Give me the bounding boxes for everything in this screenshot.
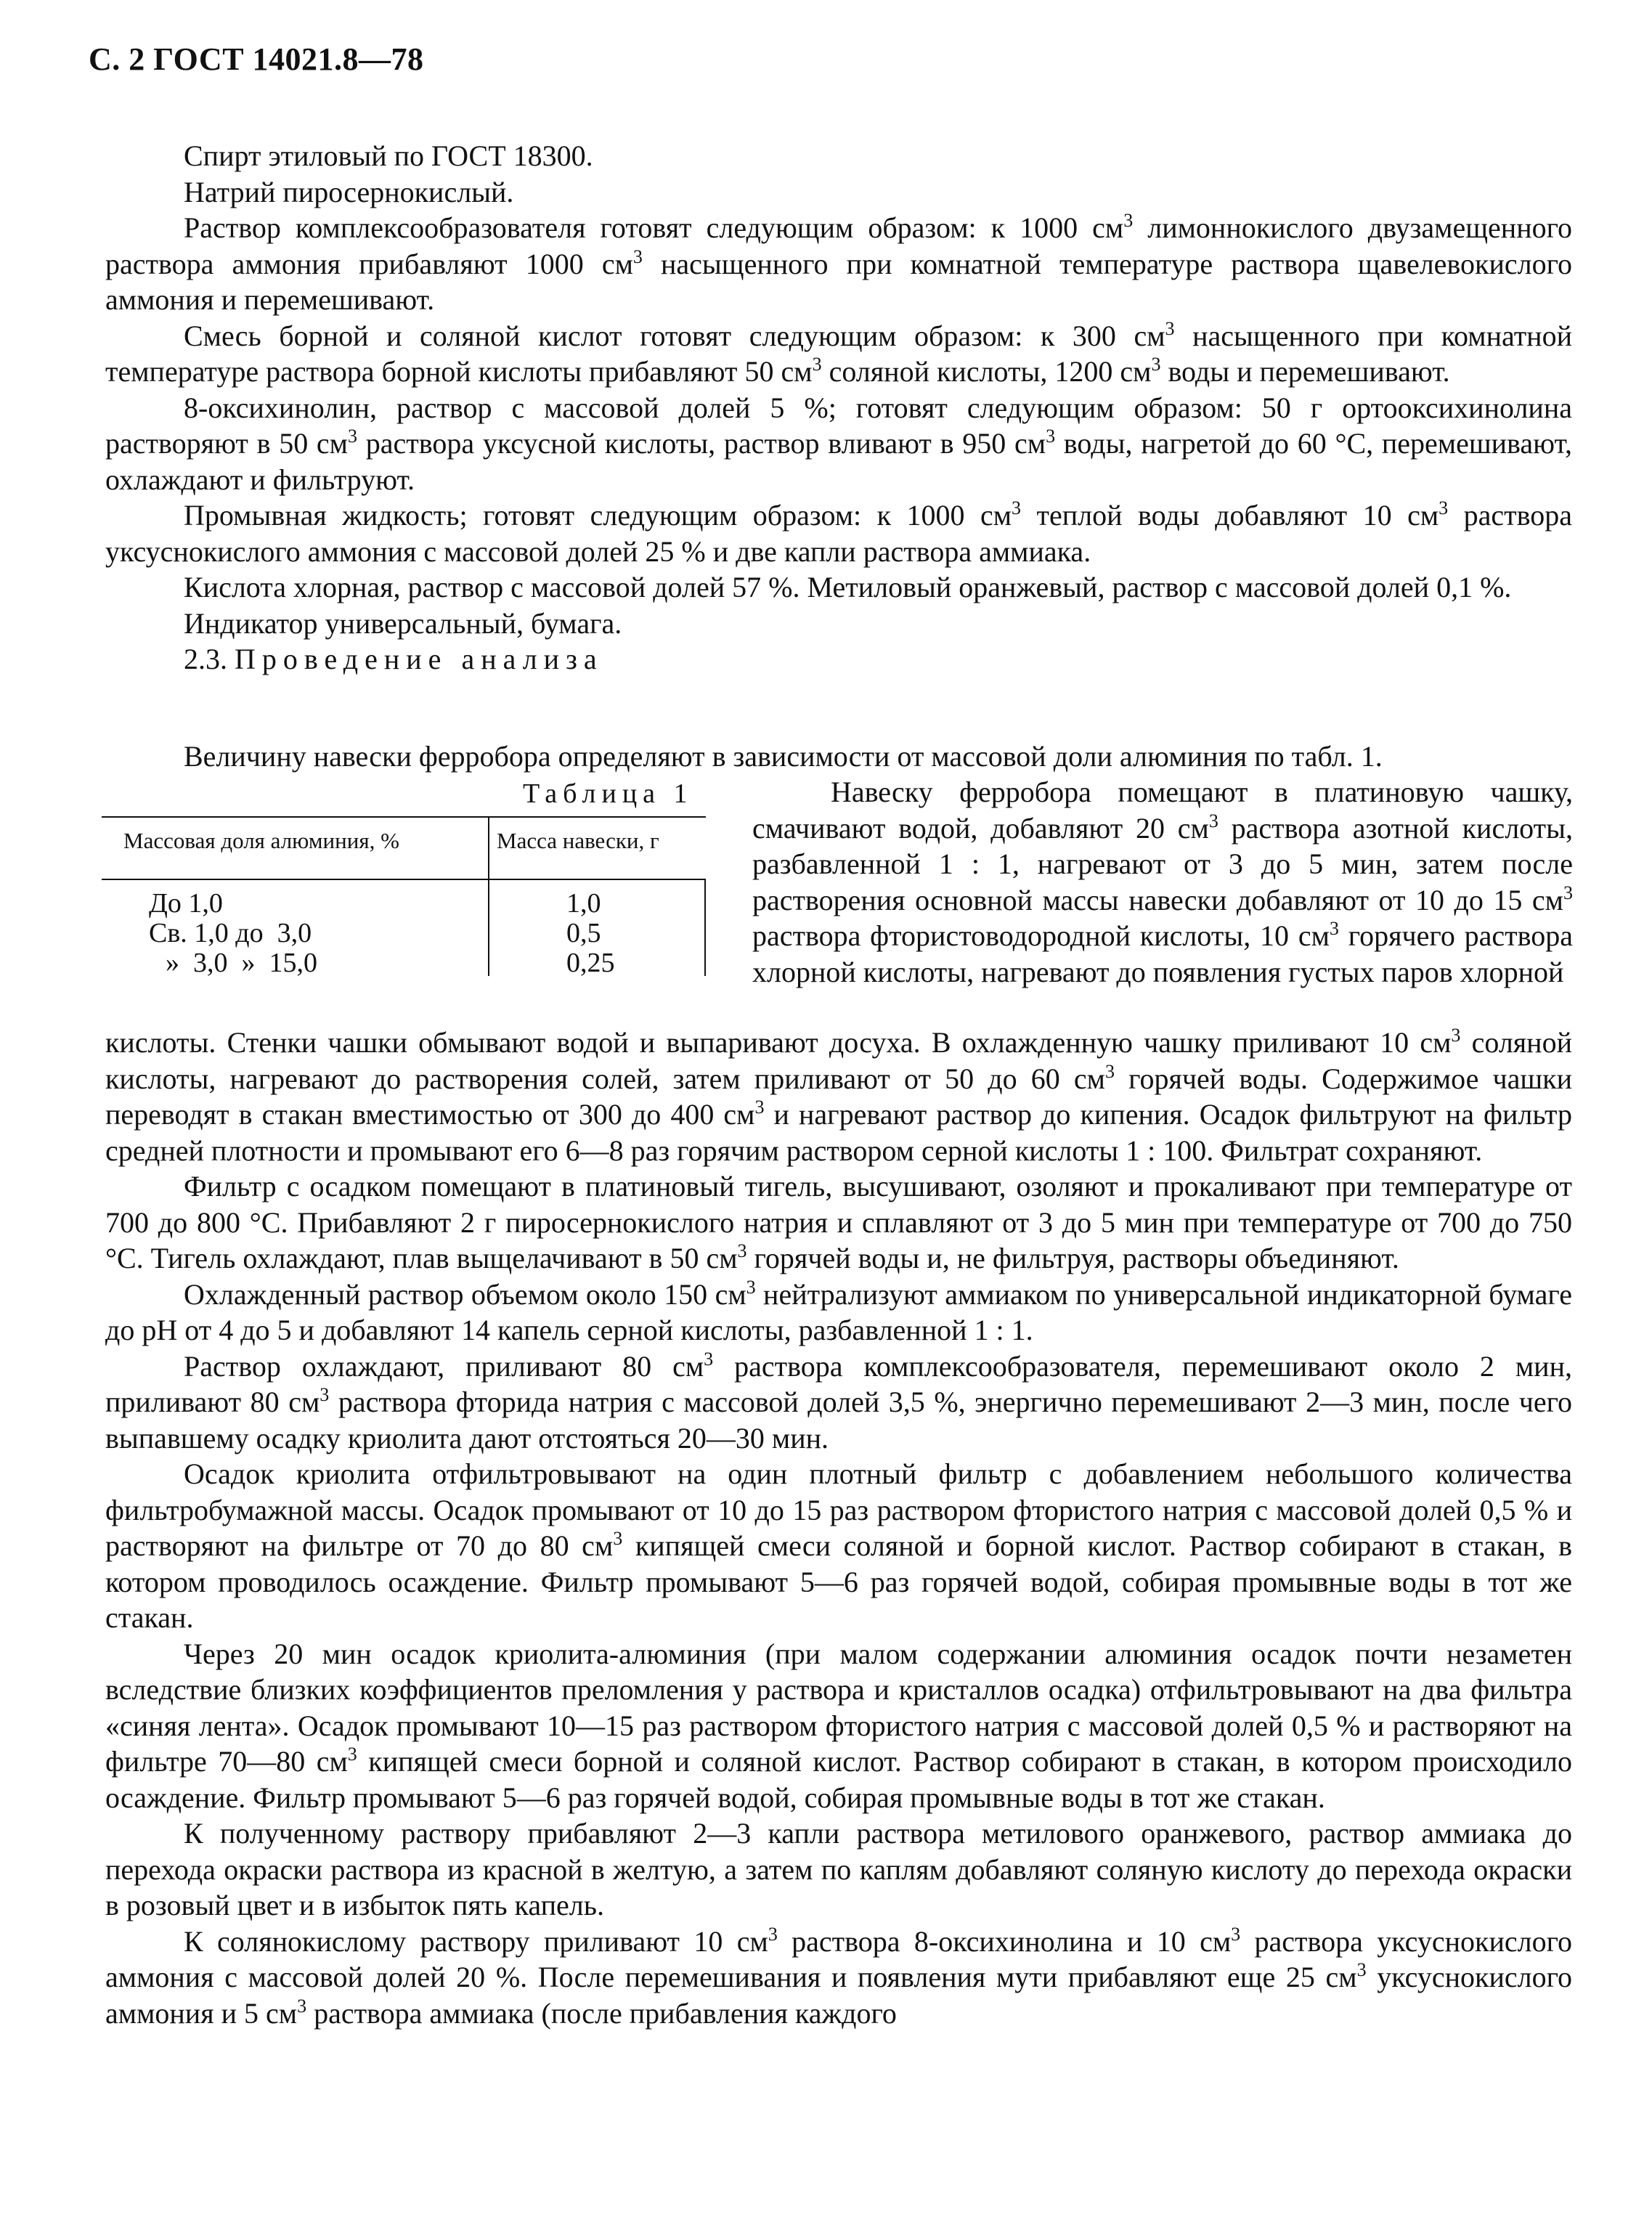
superscript: 3: [1208, 810, 1218, 831]
text-run: К солянокислому раствору приливают 10 см: [184, 1924, 768, 1958]
superscript: 3: [1046, 426, 1056, 447]
superscript: 3: [1012, 497, 1022, 518]
table-header-rule: [102, 879, 706, 880]
paragraph: [105, 1025, 1572, 1168]
paragraph: [105, 1168, 1572, 1277]
table-cell: До 1,0: [149, 888, 223, 919]
table-cell: 0,5: [566, 918, 601, 948]
superscript: 3: [1231, 1923, 1241, 1945]
table-cell: Св. 1,0 до 3,0: [149, 918, 312, 948]
text-run: воды и перемешивают.: [1160, 355, 1450, 388]
superscript: 3: [812, 354, 822, 375]
superscript: 3: [704, 1348, 714, 1370]
paragraph: [105, 641, 1572, 678]
superscript: 3: [737, 1240, 747, 1261]
paragraph: [105, 1348, 1572, 1457]
superscript: 3: [1165, 317, 1175, 339]
text-run: Промывная жидкость; готовят следующим образом: к 1000 см: [184, 499, 1012, 532]
superscript: 3: [613, 1528, 623, 1549]
superscript: 3: [1439, 497, 1449, 518]
text-run: воды, нагретой до 60 °С, перемешивают, охлаждают и фильтруют.: [105, 427, 1573, 496]
superscript: 3: [348, 426, 357, 447]
superscript: 3: [746, 1276, 756, 1298]
text-run: кипящей смеси соляной и борной кислот. Раствор собирают в стакан, в котором проводилось осаждение. Фильтр промывают 5—6 раз горячей водой, собирая промывные воды в тот же стакан.: [105, 1529, 1573, 1634]
text-run: Натрий пиросернокислый.: [184, 175, 514, 208]
text-run: Индикатор универсальный, бумага.: [184, 606, 622, 640]
text-run: кислоты. Стенки чашки обмывают водой и выпаривают досуха. В охлажденную чашку приливают 10 см: [105, 1026, 1452, 1059]
text-run: раствора азотной кислоты, разбавленной 1 : 1, нагревают от 3 до 5 мин, затем после растворения основной массы навески добавляют от 10 до 15 см: [752, 811, 1574, 916]
text-run: Раствор охлаждают, приливают 80 см: [184, 1349, 704, 1383]
superscript: 3: [347, 1744, 357, 1765]
text-run: раствора уксусной кислоты, раствор вливают в 950 см: [357, 427, 1046, 460]
section-heading: Проведение анализа: [235, 643, 603, 675]
text-run: горячего раствора хлорной кислоты, нагревают до появления густых паров хлорной: [752, 919, 1573, 988]
table-header-aluminium: Массовая доля алюминия, %: [123, 828, 399, 853]
paragraph: [105, 606, 1572, 642]
paragraph: [105, 318, 1572, 390]
superscript: 3: [1151, 354, 1161, 375]
text-run: насыщенного при комнатной температуре раствора борной кислоты прибавляют 50 см: [105, 319, 1572, 388]
text-run: соляной кислоты, 1200 см: [821, 355, 1152, 388]
text-run: раствора уксуснокислого аммония с массовой долей 25 % и две капли раствора аммиака.: [105, 499, 1572, 568]
superscript: 3: [297, 1995, 307, 2017]
text-run: раствора уксуснокислого аммония с массовой долей 20 %. После перемешивания и появления мути прибавляют еще 25 см: [105, 1924, 1572, 1993]
text-run: и нагревают раствор до кипения. Осадок фильтруют на фильтр средней плотности и промывают его 6—8 раз горячим раствором серной кислоты 1 : 100. Фильтрат сохраняют.: [105, 1098, 1573, 1167]
superscript: 3: [1563, 882, 1573, 903]
text-run: уксуснокислого аммония и 5 см: [105, 1961, 1572, 2030]
paragraph: [105, 1924, 1572, 2032]
text-run: раствора комплексообразователя, перемешивают около 2 мин, приливают 80 см: [105, 1349, 1572, 1418]
paragraph: [105, 1815, 1572, 1924]
bottom-paragraphs: [105, 1025, 1572, 2031]
paragraph: [105, 138, 1572, 174]
table-title: Таблица 1: [523, 778, 693, 809]
table-right-border: [704, 879, 706, 976]
text-run: 2.3.: [184, 643, 235, 675]
top-paragraphs: [105, 138, 1572, 678]
text-run: Смесь борной и соляной кислот готовят следующим образом: к 300 см: [184, 319, 1165, 352]
page-header: С. 2 ГОСТ 14021.8—78: [89, 41, 424, 77]
text-run: раствора фторида натрия с массовой долей 3,5 %, энергично перемешивают 2—3 мин, после чего выпавшему осадку криолита дают отстояться 20—30 мин.: [105, 1386, 1572, 1455]
paragraph: [105, 210, 1572, 318]
text-run: Навеску ферробора помещают в платиновую чашку, смачивают водой, добавляют 20 см: [752, 776, 1573, 845]
table-cell: 1,0: [566, 888, 601, 919]
text-run: Кислота хлорная, раствор с массовой долей 57 %. Метиловый оранжевый, раствор с массовой долей 0,1 %.: [184, 571, 1512, 603]
text-run: Фильтр с осадком помещают в платиновый тигель, высушивают, озоляют и прокаливают при температуре от 700 до 800 °С. Прибавляют 2 г пиросернокислого натрия и сплавляют от 3 до 5 мин при температуре от 700 до 750 °С. Тигель охлаждают, плав выщелачивают в 50 см: [105, 1170, 1572, 1274]
paragraph: [105, 1277, 1572, 1348]
table-header-mass: Масса навески, г: [497, 828, 659, 853]
text-run: кипящей смеси борной и соляной кислот. Раствор собирают в стакан, в котором происходило осаждение. Фильтр промывают 5—6 раз горячей водой, собирая промывные воды в тот же стакан.: [105, 1745, 1572, 1814]
paragraph: [105, 174, 1572, 211]
paragraph: [105, 497, 1572, 569]
table-column-divider: [488, 816, 489, 976]
table-top-rule: [102, 816, 706, 818]
text-run: раствора фтористоводородной кислоты, 10 см: [752, 919, 1330, 952]
text-run: соляной кислоты, нагревают до растворения солей, затем приливают от 50 до 60 см: [105, 1026, 1572, 1095]
text-run: раствора аммиака (после прибавления каждого: [306, 1996, 897, 2030]
paragraph: [105, 1636, 1572, 1816]
superscript: 3: [1356, 1959, 1367, 1980]
text-run: теплой воды добавляют 10 см: [1021, 499, 1439, 532]
paragraph: [105, 1456, 1572, 1636]
superscript: 3: [320, 1384, 330, 1405]
superscript: 3: [768, 1923, 778, 1945]
superscript: 3: [1329, 918, 1339, 939]
text-run: нейтрализуют аммиаком по универсальной индикаторной бумаге до pH от 4 до 5 и добавляют 14 капель серной кислоты, разбавленной 1 : 1.: [105, 1277, 1572, 1346]
superscript: 3: [1123, 210, 1134, 231]
paragraph: [105, 569, 1572, 606]
superscript: 3: [1104, 1060, 1115, 1082]
text-run: К полученному раствору прибавляют 2—3 капли раствора метилового оранжевого, раствор аммиака до перехода окраски раствора из красной в желтую, а затем по каплям добавляют соляную кислоту до перехода окраски в розовый цвет и в избыток пять капель.: [105, 1817, 1572, 1921]
text-run: горячей воды. Содержимое чашки переводят в стакан вместимостью от 300 до 400 см: [105, 1062, 1573, 1131]
superscript: 3: [754, 1097, 765, 1118]
text-run: 8-оксихинолин, раствор с массовой долей 5 %; готовят следующим образом: 50 г ортооксихинолина растворяют в 50 см: [105, 391, 1572, 460]
table-cell: » 3,0 » 15,0: [166, 948, 317, 978]
text-run: Раствор комплексообразователя готовят следующим образом: к 1000 см: [184, 211, 1124, 244]
text-run: лимоннокислого двузамещенного раствора аммония прибавляют 1000 см: [105, 211, 1573, 280]
paragraph: [105, 390, 1572, 498]
intro-line: Величину навески ферробора определяют в зависимости от массовой доли алюминия по табл. 1.: [184, 740, 1383, 773]
side-paragraph: [752, 774, 1573, 990]
text-run: Осадок криолита отфильтровывают на один плотный фильтр с добавлением небольшого количества фильтробумажной массы. Осадок промывают от 10 до 15 раз раствором фтористого натрия с массовой долей 0,5 % и растворяют на фильтре от 70 до 80 см: [105, 1457, 1572, 1562]
superscript: 3: [1451, 1025, 1461, 1046]
text-run: Через 20 мин осадок криолита-алюминия (при малом содержании алюминия осадок почти незаметен вследствие близких коэффициентов преломления у раствора и кристаллов осадка) отфильтровывают на два фильтра «синяя лента». Осадок промывают 10—15 раз раствором фтористого натрия с массовой долей 0,5 % и растворяют на фильтре 70—80 см: [105, 1637, 1572, 1778]
text-run: Охлажденный раствор объемом около 150 см: [184, 1277, 746, 1311]
superscript: 3: [632, 245, 643, 267]
text-run: горячей воды и, не фильтруя, растворы объединяют.: [746, 1242, 1399, 1274]
text-run: насыщенного при комнатной температуре раствора щавелевокислого аммония и перемешивают.: [105, 247, 1572, 316]
table-cell: 0,25: [566, 948, 615, 978]
text-run: Спирт этиловый по ГОСТ 18300.: [184, 139, 593, 172]
text-run: раствора 8-оксихинолина и 10 см: [777, 1924, 1232, 1958]
